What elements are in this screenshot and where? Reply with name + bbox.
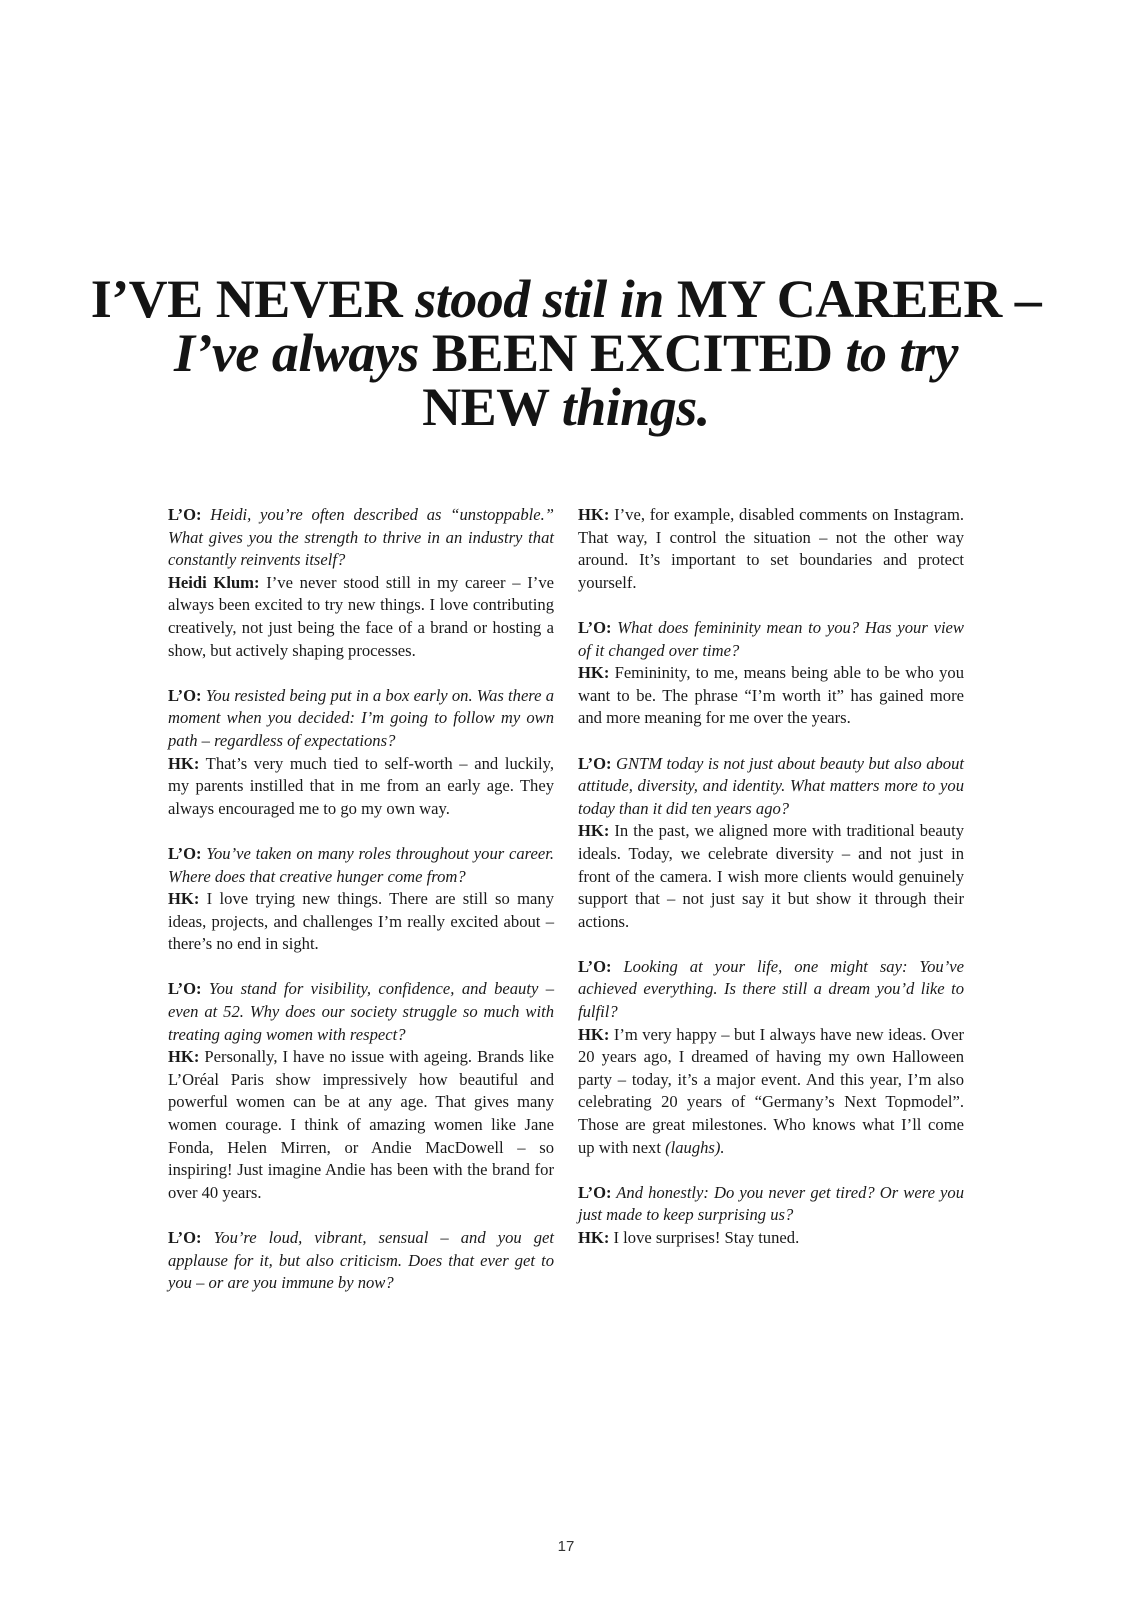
question-text: Looking at your life, one might say: You’ve achieved everything. Is there still a dream you’d like to fulfil?: [578, 956, 964, 1022]
question-text: And honestly: Do you never get tired? Or were you just made to keep surprising us?: [578, 1182, 964, 1225]
interview-answer: [578, 1227, 964, 1250]
interview-block: [168, 504, 554, 662]
answer-italic-aside: (laughs).: [665, 1137, 725, 1157]
interview-block: [168, 978, 554, 1204]
question-text: You’ve taken on many roles throughout your career. Where does that creative hunger come from?: [168, 843, 554, 886]
answer-text: I love trying new things. There are still so many ideas, projects, and challenges I’m really excited about – there’s no end in sight.: [168, 889, 554, 954]
interview-answer: [168, 888, 554, 956]
interview-block: [578, 956, 964, 1159]
question-text: You’re loud, vibrant, sensual – and you get applause for it, but also criticism. Does that ever get to you – or are you immune by now?: [168, 1228, 554, 1293]
interview-answer: [578, 662, 964, 730]
interview-right-column: [578, 504, 964, 1272]
page-headline: [90, 269, 1042, 438]
interviewee-label: HK:: [578, 505, 610, 524]
interviewee-label: HK:: [168, 1047, 200, 1067]
interviewer-label: L’O:: [578, 956, 612, 976]
interview-question: [168, 685, 554, 753]
interviewee-label: HK:: [168, 889, 200, 909]
interview-answer: [578, 504, 964, 594]
headline-segment: NEW: [422, 377, 562, 438]
headline-segment: I’VE NEVER: [90, 269, 416, 330]
interviewee-label: HK:: [578, 821, 610, 841]
interviewee-label: HK:: [578, 663, 610, 683]
interviewer-label: L’O:: [578, 753, 612, 773]
interview-answer: [168, 753, 554, 821]
interview-question: [578, 617, 964, 662]
headline-segment: BEEN EXCITED: [418, 323, 846, 384]
interview-answer: [578, 1024, 964, 1160]
interviewee-label: HK:: [578, 1024, 610, 1044]
interviewer-label: L’O:: [578, 617, 612, 637]
interviewer-label: L’O:: [168, 1228, 202, 1247]
interview-block: [168, 1227, 554, 1295]
question-text: GNTM today is not just about beauty but also about attitude, diversity, and identity. What matters more to you today than it did ten years ago?: [578, 753, 964, 818]
interview-answer: [578, 820, 964, 933]
question-text: You resisted being put in a box early on. Was there a moment when you decided: I’m going to follow my own path – regardless of expectations?: [168, 685, 554, 750]
interview-block: [578, 504, 964, 594]
interview-question: [168, 978, 554, 1046]
interviewee-label: HK:: [168, 753, 200, 773]
headline-line-1: [90, 269, 1042, 330]
interview-question: [168, 1227, 554, 1295]
interviewee-label: HK:: [578, 1228, 610, 1247]
answer-text: In the past, we aligned more with traditional beauty ideals. Today, we celebrate diversity – and not just in front of the camera. I wish more clients would genuinely support that – not just say it but show it through their actions.: [578, 821, 964, 931]
question-text: You stand for visibility, confidence, and beauty – even at 52. Why does our society struggle so much with treating aging women with respect?: [168, 979, 554, 1044]
headline-segment: things.: [561, 377, 710, 438]
answer-text: That’s very much tied to self-worth – and luckily, my parents instilled that in me from an early age. They always encouraged me to go my own way.: [168, 753, 554, 818]
interview-question: [168, 504, 554, 572]
question-text: Heidi, you’re often described as “unstoppable.” What gives you the strength to thrive in an industry that constantly reinvents itself?: [168, 505, 554, 570]
interviewee-label: Heidi Klum:: [168, 572, 260, 592]
answer-text: I’ve, for example, disabled comments on Instagram. That way, I control the situation – not the other way around. It’s important to set boundaries and protect yourself.: [578, 505, 964, 592]
headline-segment: to try: [845, 323, 959, 384]
question-text: What does femininity mean to you? Has your view of it changed over time?: [578, 617, 964, 660]
answer-text: I love surprises! Stay tuned.: [609, 1228, 800, 1247]
interview-block: [168, 685, 554, 821]
interview-block: [168, 843, 554, 956]
interview-answer: [168, 572, 554, 662]
answer-text: Femininity, to me, means being able to be who you want to be. The phrase “I’m worth it” has gained more and more meaning for me over the years.: [578, 663, 964, 728]
headline-line-2: [90, 323, 1042, 384]
interviewer-label: L’O:: [168, 505, 202, 524]
interview-question: [578, 1182, 964, 1227]
answer-text: I’m very happy – but I always have new ideas. Over 20 years ago, I dreamed of having my own Halloween party – today, it’s a major event. And this year, I’m also celebrating 20 years of “Germany’s Next Topmodel”. Those are great milestones. Who knows what I’ll come up with next: [578, 1024, 964, 1157]
headline-segment: I’ve always: [173, 323, 419, 384]
interviewer-label: L’O:: [168, 685, 202, 705]
headline-segment: MY CAREER –: [663, 269, 1042, 330]
interview-block: [578, 617, 964, 730]
interview-left-column: [168, 504, 554, 1317]
interviewer-label: L’O:: [168, 979, 202, 999]
answer-text: Personally, I have no issue with ageing. Brands like L’Oréal Paris show impressively how beautiful and powerful women can be at any age. That gives many women courage. I think of amazing women like Jane Fonda, Helen Mirren, or Andie MacDowell – so inspiring! Just imagine Andie has been with the brand for over 40 years.: [168, 1047, 554, 1202]
answer-text: I’ve never stood still in my career – I’ve always been excited to try new things. I love contributing creatively, not just being the face of a brand or hosting a show, but actively shaping processes.: [168, 572, 554, 660]
interview-block: [578, 753, 964, 934]
interviewer-label: L’O:: [578, 1182, 612, 1202]
headline-segment: stood stil in: [415, 269, 664, 330]
headline-line-3: [90, 377, 1042, 438]
interview-block: [578, 1182, 964, 1250]
interviewer-label: L’O:: [168, 843, 202, 863]
interview-question: [578, 956, 964, 1024]
interview-answer: [168, 1046, 554, 1204]
interview-question: [578, 753, 964, 821]
interview-question: [168, 843, 554, 888]
page-number: 17: [557, 1538, 575, 1555]
